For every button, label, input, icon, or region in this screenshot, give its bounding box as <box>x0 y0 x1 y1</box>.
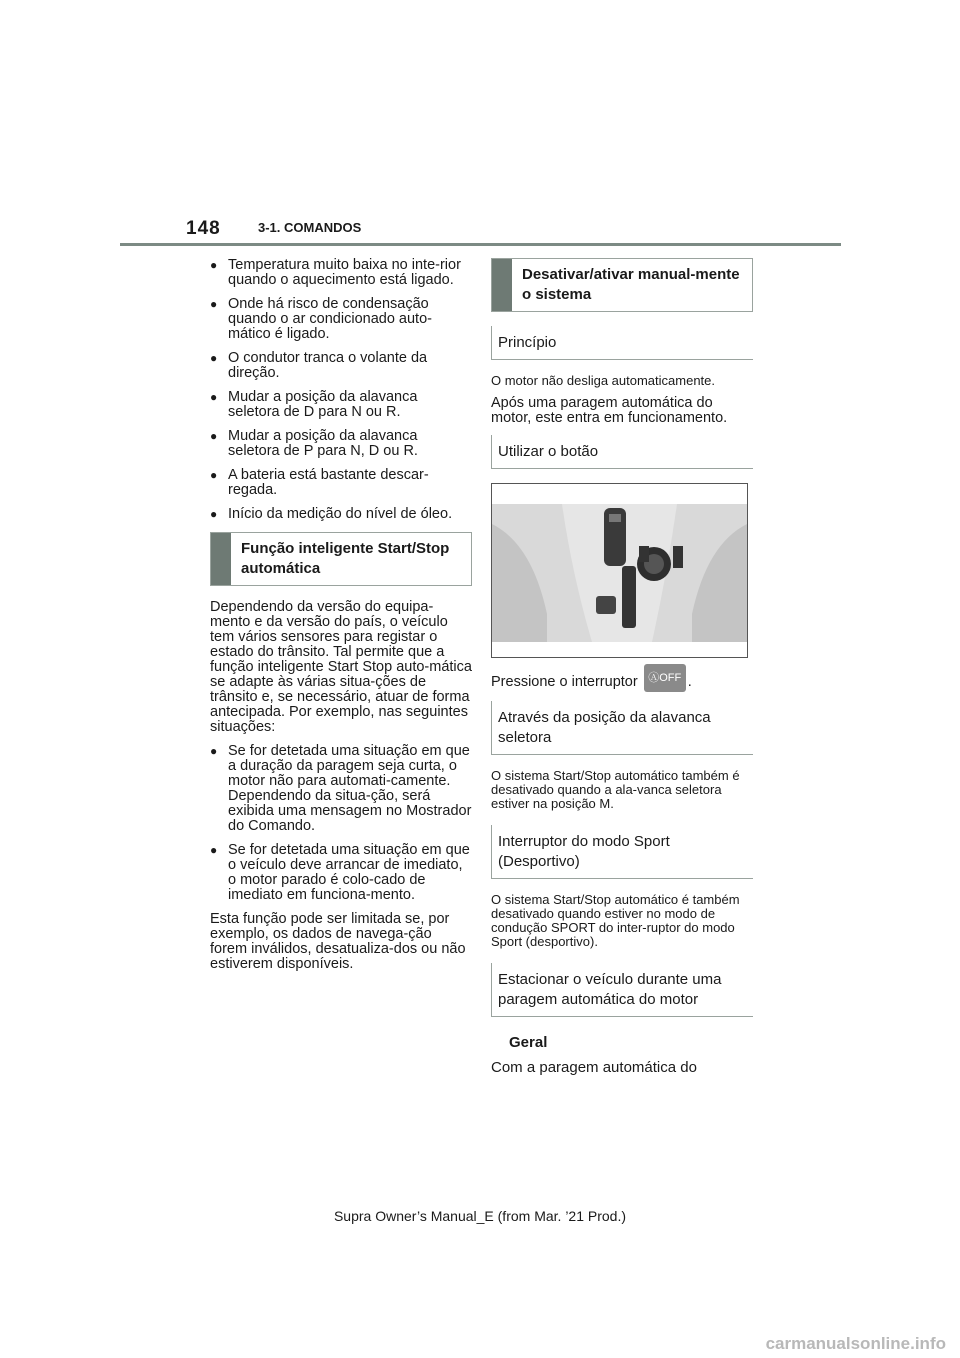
list-item: ● Se for detetada uma situação em que a duração da paragem seja curta, o motor não para automati-camente. Dependendo da situa-ção, será exibida uma mensagem no Mostrador do Comando. <box>210 744 472 834</box>
list-item: ● Mudar a posição da alavanca seletora de P para N, D ou R. <box>210 429 472 459</box>
auto-start-stop-off-button: ⒶOFF <box>644 664 686 692</box>
heading-tab-marker <box>492 259 512 311</box>
subheading-botao: Utilizar o botão <box>491 435 753 469</box>
paragraph: Com a paragem automática do <box>491 1059 697 1076</box>
list-item: ● Início da medição do nível de óleo. <box>210 507 472 522</box>
section-heading: Função inteligente Start/Stop automática <box>241 540 450 577</box>
list-item: ● Onde há risco de condensação quando o ar condicionado auto-mático é ligado. <box>210 297 472 342</box>
paragraph: Após uma paragem automática do motor, este entra em funcionamento. <box>491 395 728 426</box>
left-column <box>210 258 472 981</box>
note-text: O sistema Start/Stop automático é também desativado quando estiver no modo de condução SPORT do inter-ruptor do modo Sport (desportivo). <box>491 892 740 949</box>
list-item: ● A bateria está bastante descar-regada. <box>210 468 472 498</box>
center-console-illustration <box>492 484 747 657</box>
list-item: ● Se for detetada uma situação em que o veículo deve arrancar de imediato, o motor parado é colo-cado de imediato em funciona-mento. <box>210 843 472 903</box>
press-end: . <box>687 673 692 690</box>
list-item: ● Mudar a posição da alavanca seletora de D para N ou R. <box>210 390 472 420</box>
subheading-principio: Princípio <box>491 326 753 360</box>
right-column <box>491 258 753 1084</box>
subheading-alavanca: Através da posição da alavanca seletora <box>491 701 753 755</box>
section-heading-box <box>491 258 753 312</box>
press-text: Pressione o interruptor <box>491 673 638 690</box>
list-item: ● O condutor tranca o volante da direção. <box>210 351 472 381</box>
watermark: carmanualsonline.info <box>765 1334 946 1353</box>
subheading-estacionar: Estacionar o veículo durante uma paragem automática do motor <box>491 963 753 1017</box>
note-text: O motor não desliga automaticamente. <box>491 373 716 388</box>
section-title: 3-1. COMANDOS <box>258 220 362 235</box>
subheading-sport: Interruptor do modo Sport (Desportivo) <box>491 825 753 879</box>
console-photo <box>491 483 748 658</box>
heading-tab-marker <box>211 533 231 585</box>
footer-text: Supra Owner’s Manual_E (from Mar. ’21 Prod.) <box>333 1208 627 1224</box>
header-divider <box>120 243 841 246</box>
list-item: ● Temperatura muito baixa no inte-rior quando o aquecimento está ligado. <box>210 258 472 288</box>
closing-paragraph: Esta função pode ser limitada se, por exemplo, os dados de navega-ção forem inválidos, desatualiza-dos ou não estiverem disponíveis. <box>210 911 466 972</box>
press-instruction <box>491 672 753 692</box>
subsection-geral: Geral <box>509 1034 548 1051</box>
section-heading: Desativar/ativar manual-mente o sistema <box>522 266 740 303</box>
note-text: O sistema Start/Stop automático também é desativado quando a ala-vanca seletora estiver na posição M. <box>491 768 740 811</box>
intro-paragraph: Dependendo da versão do equipa-mento e da versão do país, o veículo tem vários sensores para registar o estado do trânsito. Tal permite que a função inteligente Start Stop auto-mática se adapte às várias situa-ções de trânsito e, se necessário, atuar de forma antecipada. Por exemplo, nas seguintes situações: <box>210 599 472 735</box>
section-heading-box <box>210 532 472 586</box>
page-number: 148 <box>186 218 221 239</box>
